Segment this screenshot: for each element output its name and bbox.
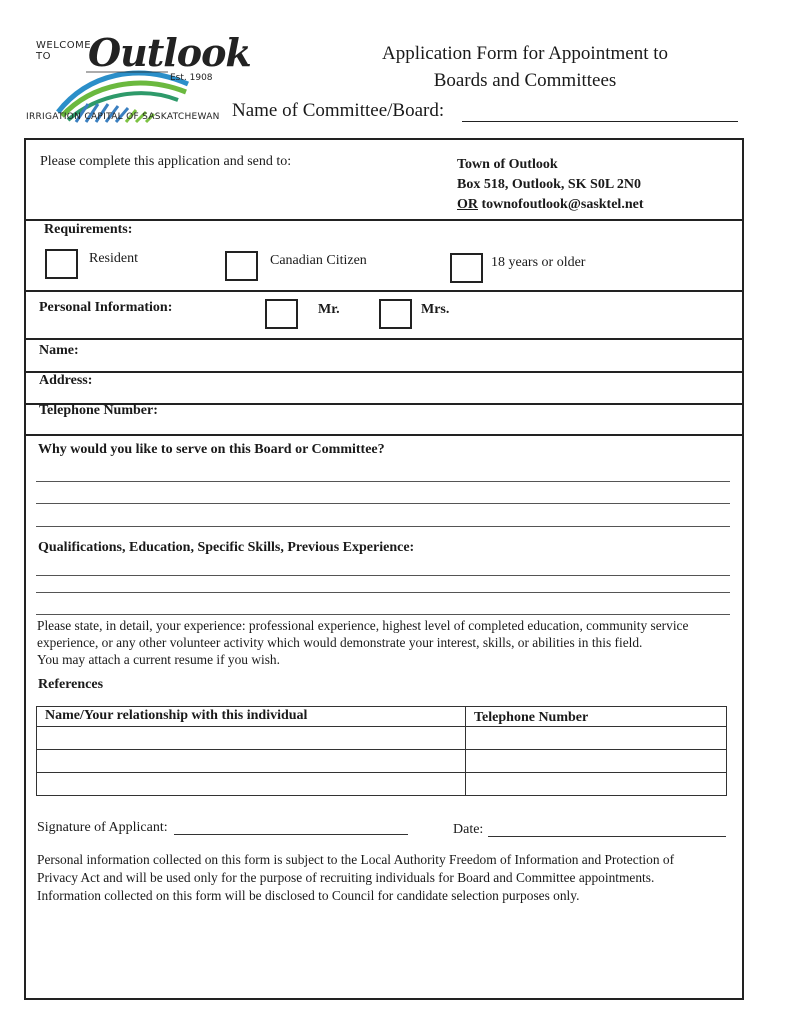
section-divider	[24, 290, 744, 292]
mrs-label: Mrs.	[421, 302, 450, 317]
answer-line[interactable]	[36, 614, 730, 615]
mr-label: Mr.	[318, 302, 340, 317]
section-divider	[24, 434, 744, 436]
send-address: Box 518, Outlook, SK S0L 2N0	[457, 177, 641, 192]
personal-info-title: Personal Information:	[39, 300, 173, 315]
references-title: References	[38, 677, 104, 692]
reference-phone-cell[interactable]	[466, 773, 726, 795]
send-org: Town of Outlook	[457, 157, 558, 172]
answer-line[interactable]	[36, 481, 730, 482]
section-divider	[24, 338, 744, 340]
references-col-name: Name/Your relationship with this individual	[45, 708, 308, 723]
signature-field[interactable]	[174, 834, 408, 835]
reference-phone-cell[interactable]	[466, 727, 726, 748]
section-divider	[24, 371, 744, 373]
logo-welcome: WELCOME TO	[36, 40, 92, 62]
mrs-checkbox[interactable]	[379, 299, 412, 329]
committee-board-field[interactable]	[462, 121, 738, 122]
experience-instructions: Please state, in detail, your experience: professional experience, highest level of completed education, community service experience, or any other volunteer activity which would demonstrate your interest, skills, or abilities in this field. You may attach a current resume if you wish.	[37, 618, 689, 667]
mr-checkbox[interactable]	[265, 299, 298, 329]
form-title: Application Form for Appointment to Boards and Committees	[381, 43, 669, 91]
logo-wordmark: Outlook	[88, 30, 251, 75]
age-checkbox[interactable]	[450, 253, 483, 283]
date-label: Date:	[453, 822, 484, 837]
name-label: Name:	[39, 343, 79, 358]
telephone-label: Telephone Number:	[39, 403, 158, 418]
resident-label: Resident	[89, 251, 138, 266]
date-field[interactable]	[488, 836, 726, 837]
send-instruction: Please complete this application and send to:	[40, 154, 292, 169]
answer-line[interactable]	[36, 592, 730, 593]
send-email-line	[457, 197, 643, 213]
age-label: 18 years or older	[491, 255, 586, 270]
committee-board-label: Name of Committee/Board:	[232, 100, 445, 121]
logo-tagline: IRRIGATION CAPITAL OF SASKATCHEWAN	[26, 112, 220, 122]
answer-line[interactable]	[36, 575, 730, 576]
citizen-label: Canadian Citizen	[270, 253, 367, 268]
resident-checkbox[interactable]	[45, 249, 78, 279]
privacy-notice: Personal information collected on this form is subject to the Local Authority Freedom of Information and Protection of Privacy Act and will be used only for the purpose of recruiting individuals for Board and Committee appointments. Information collected on this form will be disclosed to Council for candidate selection purposes only.	[37, 852, 675, 903]
citizen-checkbox[interactable]	[225, 251, 258, 281]
signature-label: Signature of Applicant:	[37, 820, 168, 835]
or-label: OR	[457, 197, 478, 212]
address-label: Address:	[39, 373, 93, 388]
section-divider	[24, 219, 744, 221]
references-col-phone: Telephone Number	[474, 710, 589, 725]
send-email: townofoutlook@sasktel.net	[481, 197, 644, 212]
reference-name-cell[interactable]	[37, 750, 464, 771]
requirements-title: Requirements:	[44, 222, 133, 237]
answer-line[interactable]	[36, 503, 730, 504]
reference-name-cell[interactable]	[37, 773, 464, 795]
why-serve-question: Why would you like to serve on this Board or Committee?	[38, 442, 385, 457]
logo-established: Est. 1908	[170, 73, 213, 83]
reference-phone-cell[interactable]	[466, 750, 726, 771]
qualifications-title: Qualifications, Education, Specific Skills, Previous Experience:	[38, 540, 415, 555]
reference-name-cell[interactable]	[37, 727, 464, 748]
answer-line[interactable]	[36, 526, 730, 527]
